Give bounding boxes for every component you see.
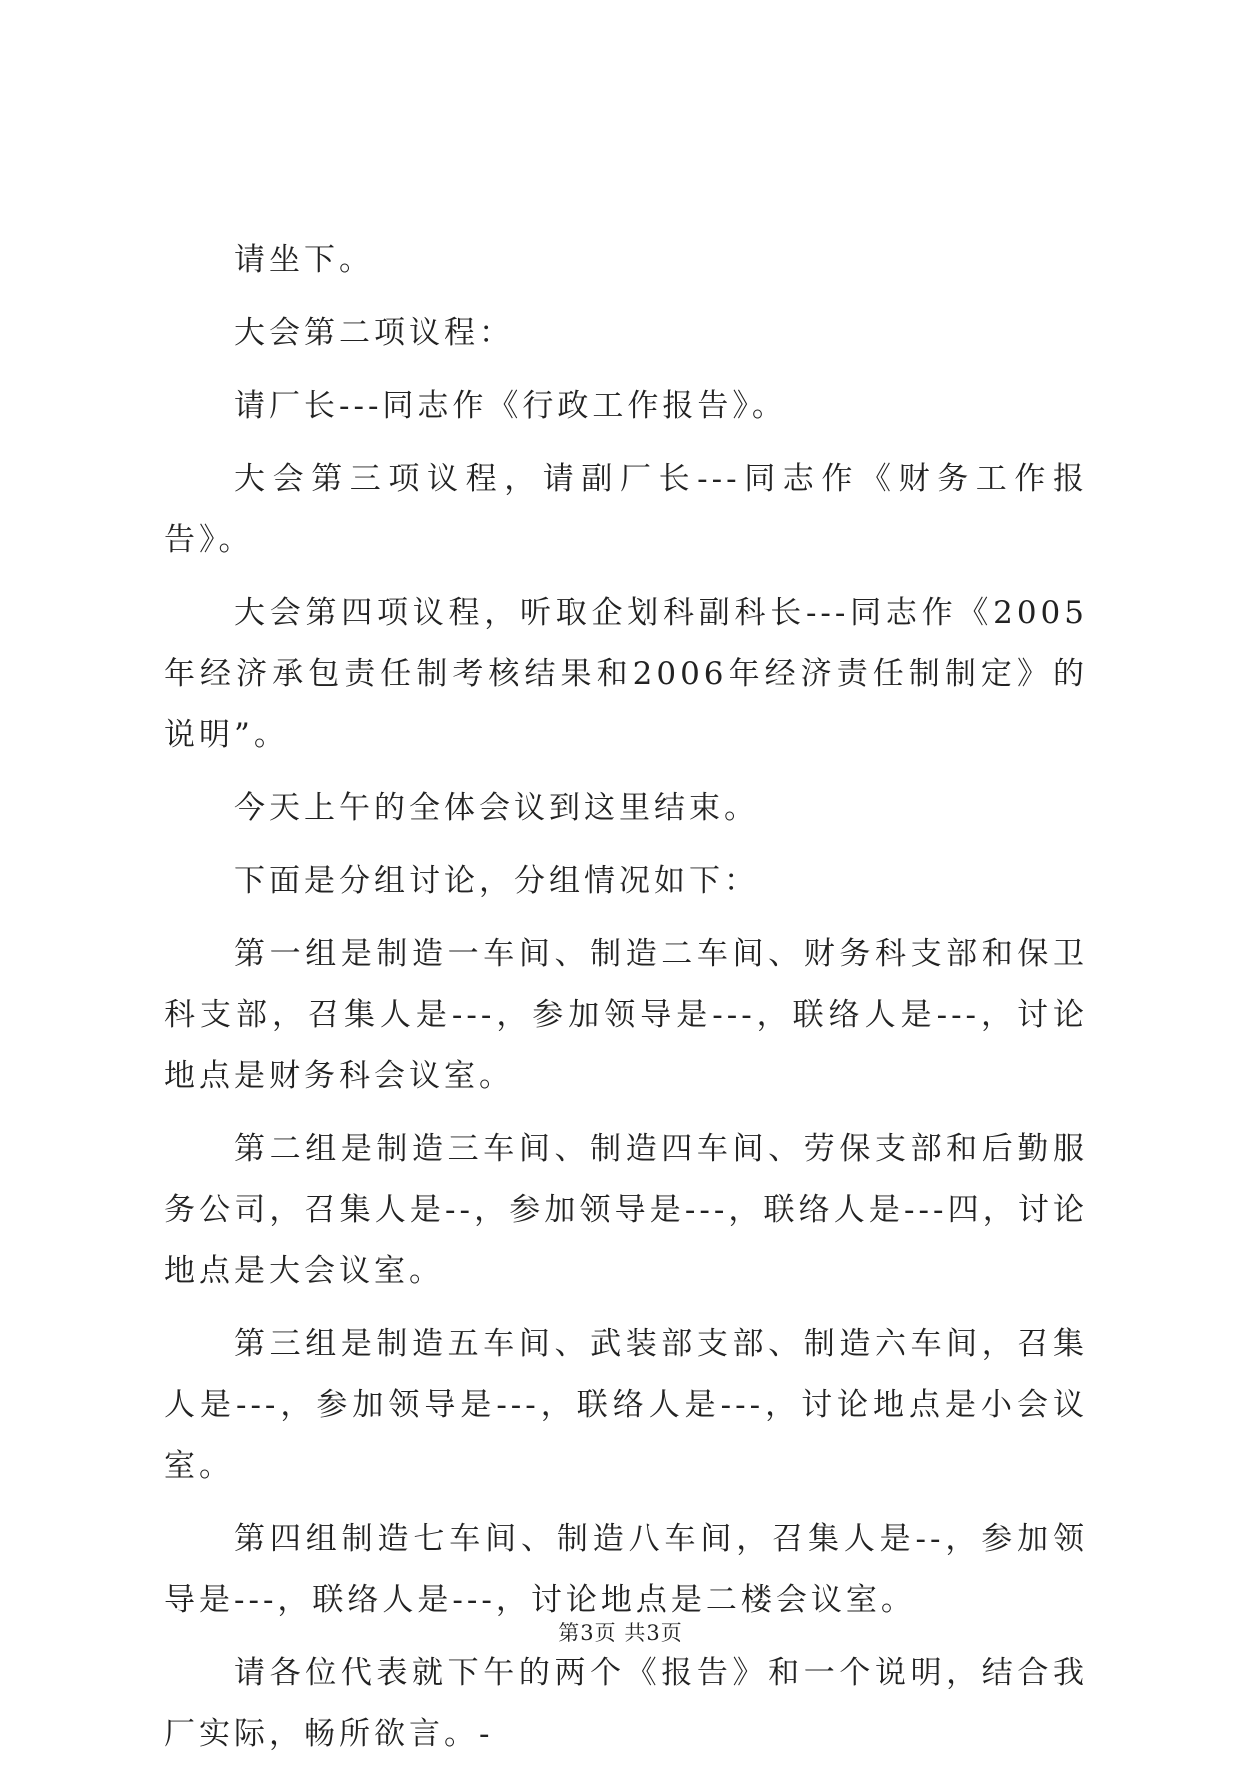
paragraph-4: 大会第三项议程，请副厂长---同志作《财务工作报告》。 xyxy=(164,461,1088,558)
paragraph-2: 大会第二项议程： xyxy=(234,315,514,351)
page-footer: 第3页 共3页 xyxy=(558,1621,683,1645)
paragraph-7: 下面是分组讨论，分组情况如下： xyxy=(234,863,759,899)
document-body xyxy=(164,230,1088,1777)
paragraph-6: 今天上午的全体会议到这里结束。 xyxy=(234,790,759,826)
paragraph-10: 第三组是制造五车间、武装部支部、制造六车间，召集人是---，参加领导是---，联络人是---，讨论地点是小会议室。 xyxy=(164,1326,1088,1484)
paragraph-12: 请各位代表就下午的两个《报告》和一个说明，结合我厂实际，畅所欲言。- xyxy=(164,1655,1088,1752)
paragraph-5: 大会第四项议程，听取企划科副科长---同志作《2005年经济承包责任制考核结果和2006年经济责任制制定》的说明”。 xyxy=(164,595,1088,753)
paragraph-3: 请厂长---同志作《行政工作报告》。 xyxy=(234,388,787,424)
paragraph-9: 第二组是制造三车间、制造四车间、劳保支部和后勤服务公司，召集人是--，参加领导是---，联络人是---四，讨论地点是大会议室。 xyxy=(164,1131,1088,1289)
paragraph-1: 请坐下。 xyxy=(234,242,374,278)
paragraph-11: 第四组制造七车间、制造八车间，召集人是--，参加领导是---，联络人是---，讨论地点是二楼会议室。 xyxy=(164,1521,1088,1618)
paragraph-8: 第一组是制造一车间、制造二车间、财务科支部和保卫科支部，召集人是---，参加领导是---，联络人是---，讨论地点是财务科会议室。 xyxy=(164,936,1088,1094)
